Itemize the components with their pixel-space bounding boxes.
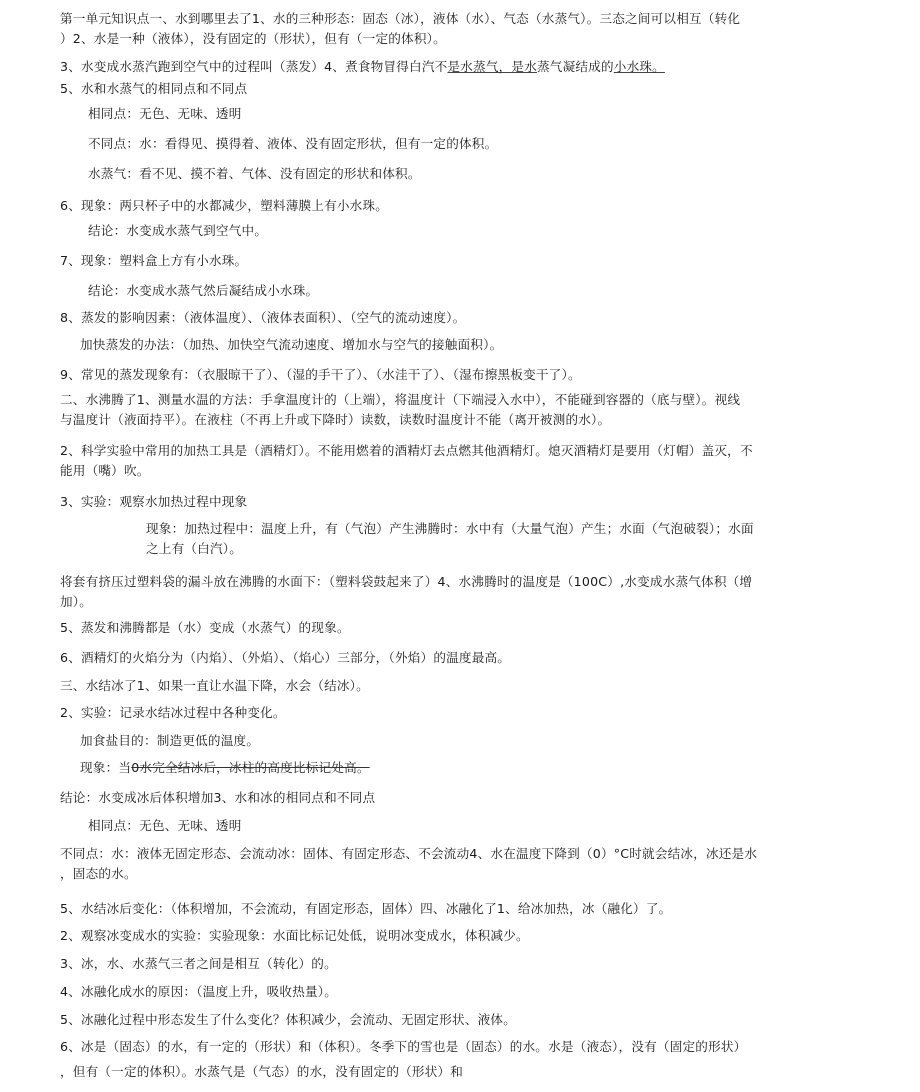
underlined-text: 是水蒸气，是水 (447, 59, 538, 74)
text-line-15: 二、水沸腾了1、测量水温的方法：手拿温度计的（上端），将温度计（下端浸入水中），不能碰到容器的（底与壁）。视线 (60, 392, 741, 407)
text-line-21: 之上有（白汽）。 (146, 541, 243, 556)
text-line-1: 第一单元知识点一、水到哪里去了1、水的三种形态：固态（冰），液体（水）、气态（水蒸气）。三态之间可以相互（转化 (60, 11, 741, 26)
text-line-14: 9、常见的蒸发现象有：（衣服晾干了）、（湿的手干了）、（水洼干了）、（湿布擦黑板变干了）。 (60, 367, 581, 382)
strikethrough-text: 0水完全结冰后，冰柱的高度比标记处高。 (131, 760, 370, 775)
text-line-28: 加食盐目的：制造更低的温度。 (80, 733, 260, 748)
text-line-37: 4、冰融化成水的原因：（温度上升，吸收热量）。 (60, 984, 338, 999)
text-line-32: 不同点：水：液体无固定形态、会流动冰：固体、有固定形态、不会流动4、水在温度下降到（0）°C时就会结冰，冰还是水 (60, 846, 758, 861)
text-line-12: 8、蒸发的影响因素：（液体温度）、（液体表面积）、（空气的流动速度）。 (60, 310, 466, 325)
text-run: 3、水变成水蒸汽跑到空气中的过程叫（蒸发）4、煮食物冒得白汽不 (60, 59, 448, 74)
text-line-23: 加）。 (60, 594, 93, 609)
text-line-38: 5、冰融化过程中形态发生了什么变化？体积减少，会流动、无固定形状、液体。 (60, 1012, 516, 1027)
text-line-39: 6、冰是（固态）的水，有一定的（形状）和（体积）。冬季下的雪也是（固态）的水。水是（液态），没有（固定的形状） (60, 1039, 747, 1054)
text-run: 现象：当 (80, 760, 132, 775)
text-line-17: 2、科学实验中常用的加热工具是（酒精灯）。不能用燃着的酒精灯去点燃其他酒精灯。熄灭酒精灯是要用（灯帽）盖灭，不 (60, 443, 753, 458)
text-line-29 (80, 759, 370, 776)
text-line-10: 7、现象：塑料盒上方有小水珠。 (60, 253, 248, 268)
text-run: 蒸气凝结成的 (537, 59, 614, 74)
text-line-13: 加快蒸发的办法：（加热、加快空气流动速度、增加水与空气的接触面积）。 (80, 337, 503, 352)
text-line-31: 相同点：无色、无味、透明 (88, 818, 242, 833)
text-line-16: 与温度计（液面持平）。在液柱（不再上升或下降时）读数，读数时温度计不能（离开被测的水）。 (60, 412, 611, 427)
text-line-11: 结论：水变成水蒸气然后凝结成小水珠。 (88, 283, 319, 298)
text-line-20: 现象：加热过程中：温度上升，有（气泡）产生沸腾时：水中有（大量气泡）产生；水面（气泡破裂）；水面 (146, 521, 754, 536)
text-line-22: 将套有挤压过塑料袋的漏斗放在沸腾的水面下：（塑料袋鼓起来了）4、水沸腾时的温度是（100C）,水变成水蒸气体积（增 (60, 574, 753, 589)
text-line-3 (60, 58, 665, 75)
text-line-36: 3、冰，水、水蒸气三者之间是相互（转化）的。 (60, 956, 337, 971)
text-line-6: 不同点：水：看得见、摸得着、液体、没有固定形状，但有一定的体积。 (88, 136, 498, 151)
text-line-4: 5、水和水蒸气的相同点和不同点 (60, 81, 248, 96)
text-line-34: 5、水结冰后变化：（体积增加，不会流动，有固定形态，固体）四、冰融化了1、给冰加热，冰（融化）了。 (60, 901, 672, 916)
text-line-25: 6、酒精灯的火焰分为（内焰）、（外焰）、（焰心）三部分，（外焰）的温度最高。 (60, 650, 511, 665)
text-line-40: ，但有（一定的体积）。水蒸气是（气态）的水，没有固定的（形状）和 (60, 1064, 464, 1079)
text-line-27: 2、实验：记录水结冰过程中各种变化。 (60, 705, 286, 720)
text-line-5: 相同点：无色、无味、透明 (88, 106, 242, 121)
text-line-35: 2、观察冰变成水的实验：实验现象：水面比标记处低，说明冰变成水，体积减少。 (60, 928, 529, 943)
text-line-7: 水蒸气：看不见、摸不着、气体、没有固定的形状和体积。 (88, 166, 421, 181)
text-line-18: 能用（嘴）吹。 (60, 463, 150, 478)
text-line-2: ）2、水是一种（液体），没有固定的（形状），但有（一定的体积）。 (60, 31, 446, 46)
text-line-30: 结论：水变成冰后体积增加3、水和冰的相同点和不同点 (60, 790, 376, 805)
underlined-text: 小水珠。 (613, 59, 665, 74)
text-line-9: 结论：水变成水蒸气到空气中。 (88, 223, 268, 238)
text-line-26: 三、水结冰了1、如果一直让水温下降，水会（结冰）。 (60, 678, 369, 693)
text-line-19: 3、实验：观察水加热过程中现象 (60, 494, 248, 509)
text-line-24: 5、蒸发和沸腾都是（水）变成（水蒸气）的现象。 (60, 620, 350, 635)
text-line-33: ，固态的水。 (60, 866, 137, 881)
text-line-8: 6、现象：两只杯子中的水都减少，塑料薄膜上有小水珠。 (60, 198, 389, 213)
